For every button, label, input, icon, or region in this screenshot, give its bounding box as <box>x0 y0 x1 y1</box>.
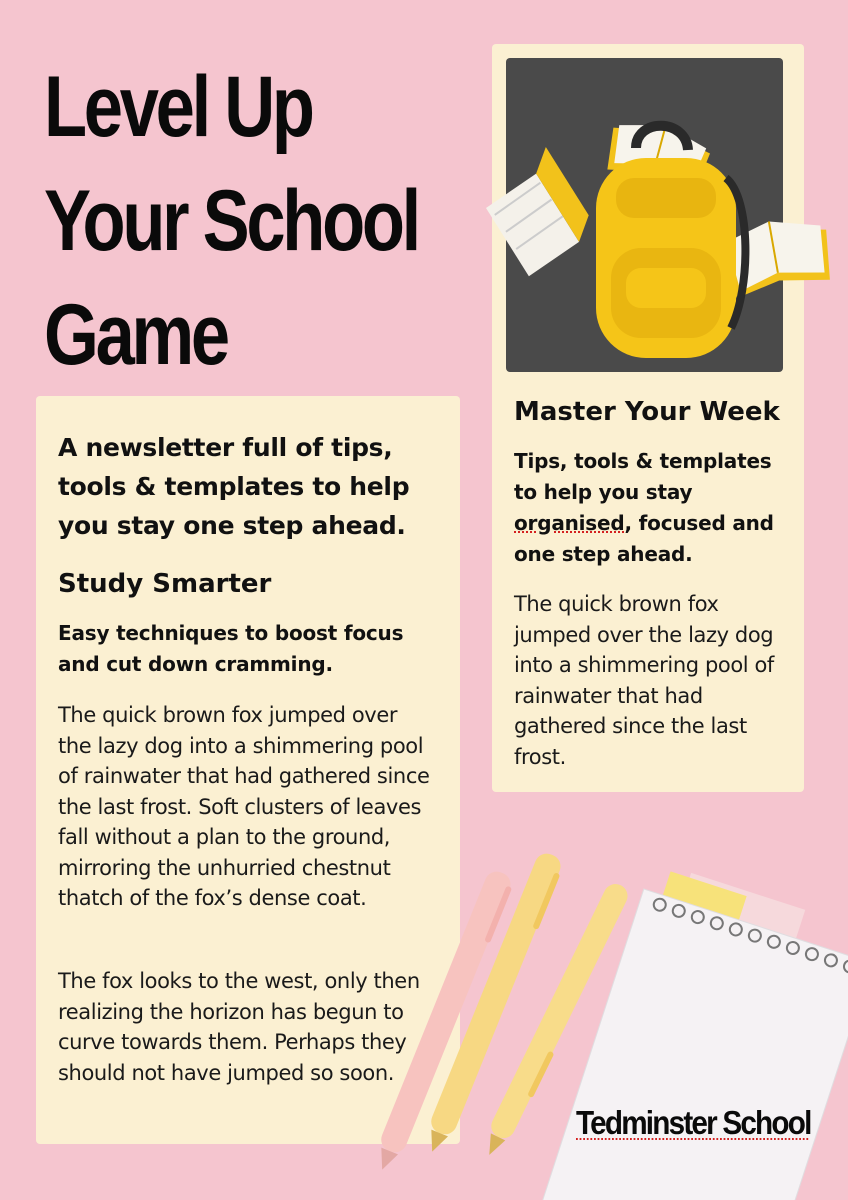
master-your-week-heading: Master Your Week <box>514 397 780 427</box>
study-paragraph-1: The quick brown fox jumped over the lazy dog into a shimmering pool of rainwater that had gathered since the last frost. Soft clusters of leaves fall without a plan to the ground, mirroring the unhurried chestnut thatch of the fox’s dense coat. <box>58 703 430 910</box>
backpack-image <box>506 58 783 372</box>
title-line-1: Level Up <box>44 59 312 155</box>
subheading-part-2: , focused and one step ahead. <box>514 511 774 566</box>
subheading-underlined-word: organised <box>514 511 625 535</box>
title-line-3: Game <box>44 287 227 383</box>
study-smarter-heading: Study Smarter <box>58 569 272 599</box>
title-line-2: Your School <box>44 173 418 269</box>
week-paragraph: The quick brown fox jumped over the lazy dog into a shimmering pool of rainwater that had gathered since the last frost. <box>514 592 774 769</box>
subheading-part-1: Tips, tools & templates to help you stay <box>514 449 772 504</box>
page-title <box>44 50 418 392</box>
pens-notebook-icon <box>360 840 848 1200</box>
backpack-illustration-icon <box>466 98 826 378</box>
study-smarter-subheading: Easy techniques to boost focus and cut down cramming. <box>58 621 404 676</box>
master-your-week-subheading <box>514 446 790 570</box>
newsletter-lead: A newsletter full of tips, tools & templates to help you stay one step ahead. <box>58 433 410 540</box>
study-paragraph-2: The fox looks to the west, only then realizing the horizon has begun to curve towards them. Perhaps they should not have jumped so soon. <box>58 969 420 1085</box>
school-logo: Tedminster School <box>576 1104 811 1141</box>
